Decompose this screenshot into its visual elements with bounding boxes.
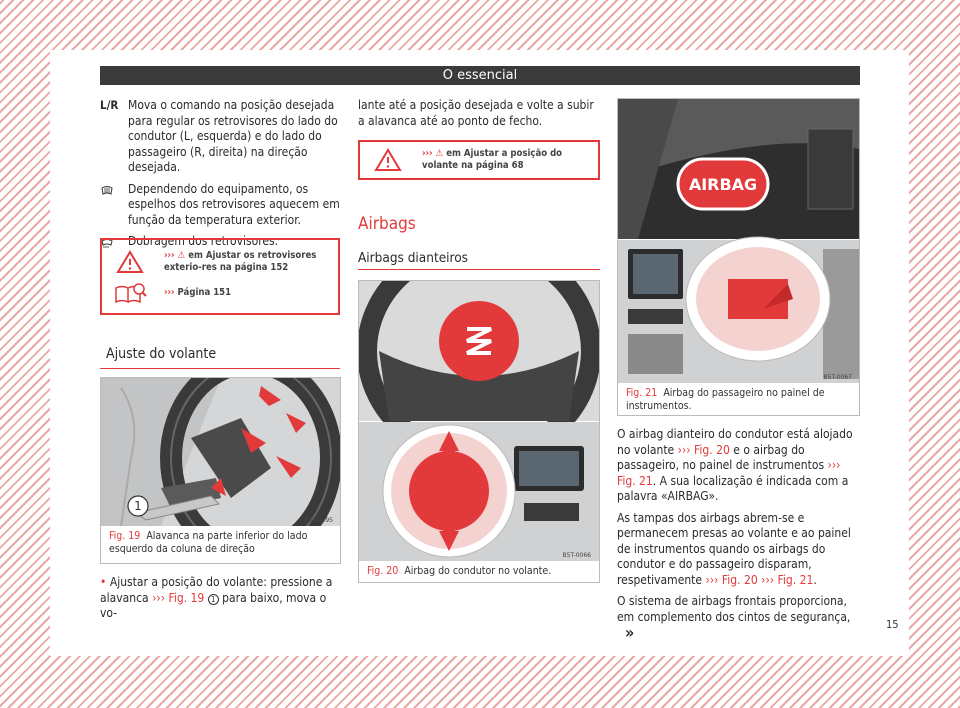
fig21-caption xyxy=(618,383,859,419)
warning-text-wheel: ››› ⚠ em Ajustar a posição do volante na página 68 xyxy=(422,148,563,171)
airbag-badge: AIRBAG xyxy=(688,175,758,194)
mid-continued-text: lante até a posição desejada e volte a subir a alavanca até ao ponto de fecho. xyxy=(358,98,594,128)
continue-mark: » xyxy=(625,623,635,642)
page-header xyxy=(100,66,860,85)
fig19-code: B5F-0395 xyxy=(304,517,333,524)
heat-item xyxy=(100,182,340,229)
book-line xyxy=(110,282,330,304)
fig20-code: B5T-0066 xyxy=(562,552,591,559)
para2-a: As tampas dos airbags abrem-se e permanecem presas ao volante e ao painel de instrumentos quando os airbags do condutor e do passageiro disparam, respetivamente xyxy=(617,510,851,587)
lr-item xyxy=(100,98,340,176)
fig19-label: Fig. 19 xyxy=(109,530,141,542)
fig21-label: Fig. 21 xyxy=(626,387,658,399)
warning-link-wheel[interactable]: em Ajustar a posição do volante na página 68 xyxy=(422,148,563,171)
para3-text: O sistema de airbags frontais proporciona, em complemento dos cintos de segurança, xyxy=(617,594,851,624)
passenger-airbag-illustration xyxy=(618,99,859,383)
airbags-subheading: Airbags dianteiros xyxy=(358,250,469,266)
para-3 xyxy=(617,594,860,643)
fig20-caption xyxy=(359,561,599,584)
driver-airbag-illustration xyxy=(359,281,599,561)
fold-text: Dobragem dos retrovisores. xyxy=(128,234,279,248)
bullet-paragraph: • Ajustar a posição do volante: pressione a alavanca ››› Fig. 19 1 para baixo, mova o vo- xyxy=(100,575,333,620)
warning-link-mirrors[interactable]: em Ajustar os retrovisores exterio-res na página 152 xyxy=(164,250,317,273)
book-link[interactable]: Página 151 xyxy=(177,287,232,298)
lr-text: Mova o comando na posição desejada para regular os retrovisores do lado do condutor (L, esquerda) e do lado do passageiro (R, direita) na direção desejada. xyxy=(128,98,338,174)
book-magnifier-icon xyxy=(114,282,148,304)
para1-b: e o airbag do passageiro, no painel de instrumentos xyxy=(617,442,825,472)
fig19-callout: 1 xyxy=(134,499,142,513)
fig19-caption xyxy=(101,526,340,562)
header-title: O essencial xyxy=(442,68,518,83)
mid-text xyxy=(358,98,600,129)
section-title-row xyxy=(100,346,340,369)
subheading-row xyxy=(358,250,600,270)
bullet-fig-link[interactable]: Fig. 19 xyxy=(168,590,205,605)
para1-fig21-link[interactable]: Fig. 21 xyxy=(617,473,653,488)
bullet-text-b: para baixo, mova o vo- xyxy=(100,590,327,620)
lr-label: L/R xyxy=(100,98,119,112)
para1-fig20-link[interactable]: Fig. 20 xyxy=(694,442,730,457)
airbags-heading: Airbags xyxy=(358,214,416,234)
right-text xyxy=(617,427,860,643)
warning-box-wheel xyxy=(358,140,600,180)
warning-text: ››› ⚠ em Ajustar os retrovisores exterio-res na página 152 xyxy=(164,250,317,273)
figure-20 xyxy=(358,280,600,583)
warning-line xyxy=(110,250,330,274)
para1-a: O airbag dianteiro do condutor está alojado no volante xyxy=(617,427,853,457)
steering-lever-illustration xyxy=(101,378,340,526)
book-text: ››› Página 151 xyxy=(164,287,232,298)
heat-text: Dependendo do equipamento, os espelhos dos retrovisores aquecem em função da temperatura exterior. xyxy=(128,181,340,227)
para-2: As tampas dos airbags abrem-se e permanecem presas ao volante e ao painel de instrumentos quando os airbags do condutor e do passageiro disparam, respetivamente ››› Fig. 20 ››› Fig. 21. xyxy=(617,510,851,587)
bullet-ref-number: 1 xyxy=(208,594,219,605)
fig21-caption-text: Airbag do passageiro no painel de instrumentos. xyxy=(626,387,825,412)
fig19-caption-text: Alavanca na parte inferior do lado esquerdo da coluna de direção xyxy=(109,530,308,555)
warning-box-mirrors xyxy=(100,238,340,315)
bullet-icon: • xyxy=(100,575,107,589)
fig20-caption-text: Airbag do condutor no volante. xyxy=(404,565,552,577)
warning-line-wheel xyxy=(368,148,590,172)
para2-fig20-link[interactable]: Fig. 20 xyxy=(721,572,758,587)
warning-triangle-icon xyxy=(116,250,144,274)
section-title: Ajuste do volante xyxy=(106,346,217,362)
figure-19 xyxy=(100,377,341,564)
left-column xyxy=(100,98,340,259)
heated-mirror-icon xyxy=(100,182,128,229)
fig21-code: B5T-0067 xyxy=(823,374,852,381)
para1-c: . A sua localização é indicada com a palavra «AIRBAG». xyxy=(617,473,849,503)
bullet-text-a: Ajustar a posição do volante: pressione a alavanca xyxy=(100,575,333,605)
fig20-label: Fig. 20 xyxy=(367,565,399,577)
para-1: O airbag dianteiro do condutor está alojado no volante ››› Fig. 20 e o airbag do passageiro, no painel de instrumentos ››› Fig. 21. A sua localização é indicada com a palavra «AIRBAG». xyxy=(617,427,853,503)
page-number: 15 xyxy=(886,618,899,631)
figure-21 xyxy=(617,98,860,416)
para2-fig21-link[interactable]: Fig. 21 xyxy=(777,572,814,587)
warning-triangle-icon xyxy=(374,148,402,172)
